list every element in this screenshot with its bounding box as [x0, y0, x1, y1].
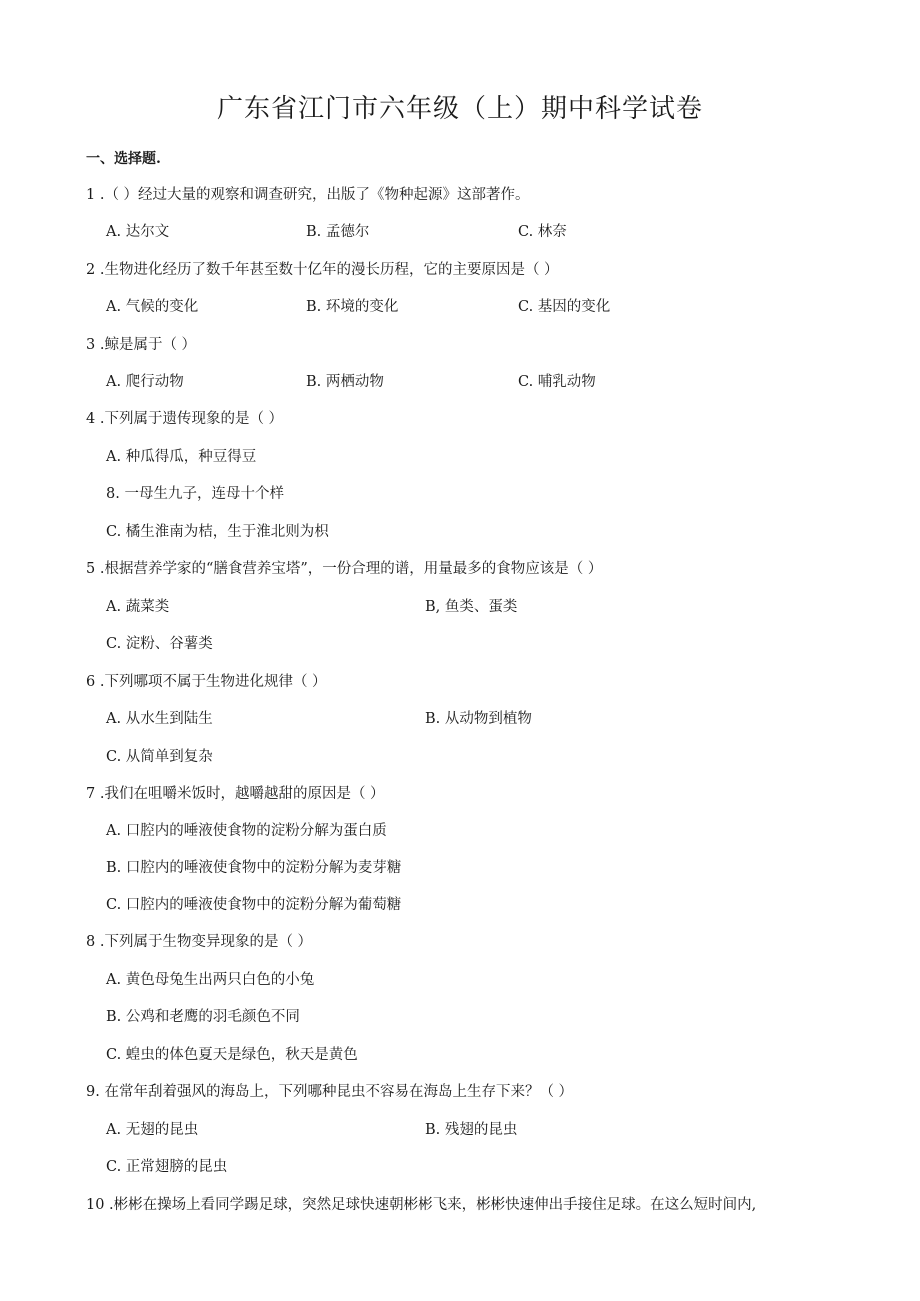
- q1-option-a: A. 达尔文: [106, 224, 170, 240]
- q2-option-a: A. 气候的变化: [106, 299, 199, 315]
- q7-option-a: A. 口腔内的唾液使食物的淀粉分解为蛋白质: [106, 823, 387, 839]
- q8-option-c: C. 蝗虫的体色夏天是绿色，秋天是黄色: [106, 1047, 358, 1063]
- q9-option-c: C. 正常翅膀的昆虫: [106, 1159, 228, 1175]
- question-1: 1 .（ ）经过大量的观察和调查研究，出版了《物种起源》这部著作。: [86, 187, 530, 203]
- q2-option-b: B. 环境的变化: [306, 299, 399, 315]
- q5-option-b: B, 鱼类、蛋类: [425, 599, 518, 615]
- q1-option-b: B. 孟德尔: [306, 224, 370, 240]
- exam-title: 广东省江门市六年级（上）期中科学试卷: [216, 94, 703, 124]
- q3-option-c: C. 哺乳动物: [518, 374, 596, 390]
- q5-option-a: A. 蔬菜类: [106, 599, 170, 615]
- q1-option-c: C. 林奈: [518, 224, 567, 240]
- q6-option-c: C. 从简单到复杂: [106, 749, 213, 765]
- q4-option-c: C. 橘生淮南为桔，生于淮北则为枳: [106, 524, 329, 540]
- question-7: 7 .我们在咀嚼米饭时，越嚼越甜的原因是（ ）: [86, 786, 385, 802]
- q7-option-b: B. 口腔内的唾液使食物中的淀粉分解为麦芽糖: [106, 860, 402, 876]
- q6-option-b: B. 从动物到植物: [425, 711, 532, 727]
- question-6: 6 .下列哪项不属于生物进化规律（ ）: [86, 674, 327, 690]
- q3-option-b: B. 两栖动物: [306, 374, 384, 390]
- question-3: 3 .鲸是属于（ ）: [86, 337, 197, 353]
- q6-option-a: A. 从水生到陆生: [106, 711, 213, 727]
- q9-option-a: A. 无翅的昆虫: [106, 1122, 199, 1138]
- q7-option-c: C. 口腔内的唾液使食物中的淀粉分解为葡萄糖: [106, 897, 402, 913]
- q4-option-a: A. 种瓜得瓜，种豆得豆: [106, 449, 257, 465]
- question-9: 9. 在常年刮着强风的海岛上，下列哪种昆虫不容易在海岛上生存下来？（ ）: [86, 1084, 574, 1100]
- q8-option-a: A. 黄色母兔生出两只白色的小兔: [106, 972, 315, 988]
- q9-option-b: B. 残翅的昆虫: [425, 1122, 518, 1138]
- q5-option-c: C. 淀粉、谷薯类: [106, 636, 213, 652]
- q4-option-b: 8. 一母生九子，连母十个样: [106, 486, 284, 502]
- q2-option-c: C. 基因的变化: [518, 299, 611, 315]
- question-2: 2 .生物进化经历了数千年甚至数十亿年的漫长历程，它的主要原因是（ ）: [86, 262, 559, 278]
- q8-option-b: B. 公鸡和老鹰的羽毛颜色不同: [106, 1009, 300, 1025]
- q3-option-a: A. 爬行动物: [106, 374, 184, 390]
- question-8: 8 .下列属于生物变异现象的是（ ）: [86, 934, 313, 950]
- section-heading: 一、选择题.: [86, 151, 161, 167]
- question-10: 10 .彬彬在操场上看同学踢足球，突然足球快速朝彬彬飞来，彬彬快速伸出手接住足球。在这么短时间内,: [86, 1197, 757, 1213]
- question-5: 5 .根据营养学家的“膳食营养宝塔”，一份合理的谱，用量最多的食物应该是（ ）: [86, 561, 603, 577]
- question-4: 4 .下列属于遗传现象的是（ ）: [86, 411, 284, 427]
